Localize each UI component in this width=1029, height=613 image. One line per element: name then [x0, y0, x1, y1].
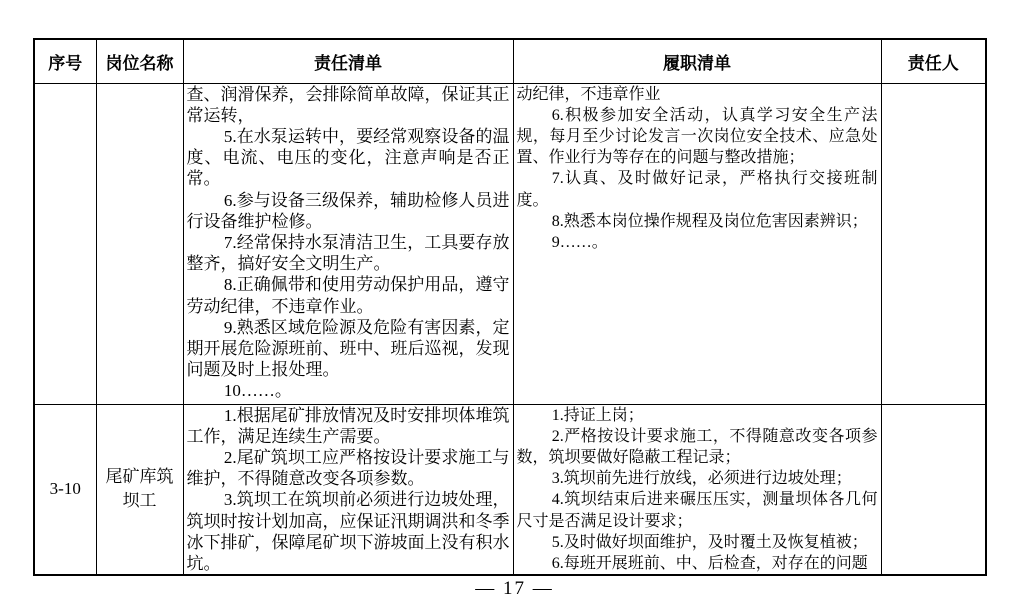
table-header-row — [34, 39, 986, 83]
paragraph: 5.及时做好坝面维护，及时覆土及恢复植被； — [551, 533, 868, 551]
paragraph: 2.尾矿筑坝工应严格按设计要求施工与维护，不得随意改变各项参数。 — [186, 447, 510, 489]
duty-cell — [513, 404, 881, 575]
paragraph: 7.认真、及时做好记录，严格执行交接班制度。 — [516, 170, 878, 209]
paragraph: 9.熟悉区域危险源及危险有害因素，定期开展危险源班前、班中、班后巡视，发现问题及时上报处理。 — [186, 317, 510, 380]
column-header-duty: 履职清单 — [513, 39, 881, 83]
paragraph: 8.熟悉本岗位操作规程及岗位危害因素辨识； — [551, 212, 868, 230]
responsibility-table — [33, 38, 987, 576]
paragraph: 9……。 — [551, 233, 608, 251]
duty-cell — [513, 83, 881, 404]
paragraph: 8.正确佩带和使用劳动保护用品，遵守劳动纪律，不违章作业。 — [186, 275, 510, 316]
paragraph: 1.持证上岗； — [551, 406, 644, 424]
paragraph: 7.经常保持水泵清洁卫生，工具要存放整齐，搞好安全文明生产。 — [186, 232, 510, 274]
paragraph: 6.每班开展班前、中、后检查，对存在的问题 — [551, 554, 868, 572]
page-number: — 17 — — [475, 578, 554, 599]
position-cell — [96, 83, 183, 404]
column-header-seq: 序号 — [34, 39, 96, 83]
paragraph: 5.在水泵运转中，要经常观察设备的温度、电流、电压的变化，注意声响是否正常。 — [186, 126, 510, 189]
paragraph: 查、润滑保养，会排除简单故障，保证其正常运转， — [186, 84, 510, 125]
column-header-responsibility: 责任清单 — [183, 39, 513, 83]
person-cell — [881, 83, 986, 404]
seq-cell: 3-10 — [34, 404, 96, 575]
paragraph: 动纪律，不违章作业 — [516, 85, 661, 103]
paragraph: 1.根据尾矿排放情况及时安排坝体堆筑工作，满足连续生产需要。 — [186, 405, 510, 446]
column-header-position: 岗位名称 — [96, 39, 183, 83]
position-cell: 尾矿库筑坝工 — [96, 404, 183, 575]
table-row — [34, 404, 986, 575]
person-cell — [881, 404, 986, 575]
paragraph: 10……。 — [223, 381, 292, 401]
paragraph: 6.积极参加安全活动，认真学习安全生产法规，每月至少讨论发言一次岗位安全技术、应急处置、作业行为等存在的问题与整改措施； — [516, 106, 878, 167]
paragraph: 3.筑坝工在筑坝前必须进行边坡处理，筑坝时按计划加高，应保证汛期调洪和冬季冰下排矿，保障尾矿坝下游坡面上没有积水坑。 — [186, 490, 510, 573]
paragraph: 4.筑坝结束后进来碾压压实，测量坝体各几何尺寸是否满足设计要求； — [516, 491, 878, 530]
responsibility-cell — [183, 83, 513, 404]
responsibility-cell — [183, 404, 513, 575]
seq-cell — [34, 83, 96, 404]
paragraph: 6.参与设备三级保养，辅助检修人员进行设备维护检修。 — [186, 190, 510, 231]
table-row — [34, 83, 986, 404]
column-header-person: 责任人 — [881, 39, 986, 83]
paragraph: 3.筑坝前先进行放线，必须进行边坡处理； — [551, 470, 852, 488]
paragraph: 2.严格按设计要求施工，不得随意改变各项参数，筑坝要做好隐蔽工程记录； — [516, 427, 878, 466]
